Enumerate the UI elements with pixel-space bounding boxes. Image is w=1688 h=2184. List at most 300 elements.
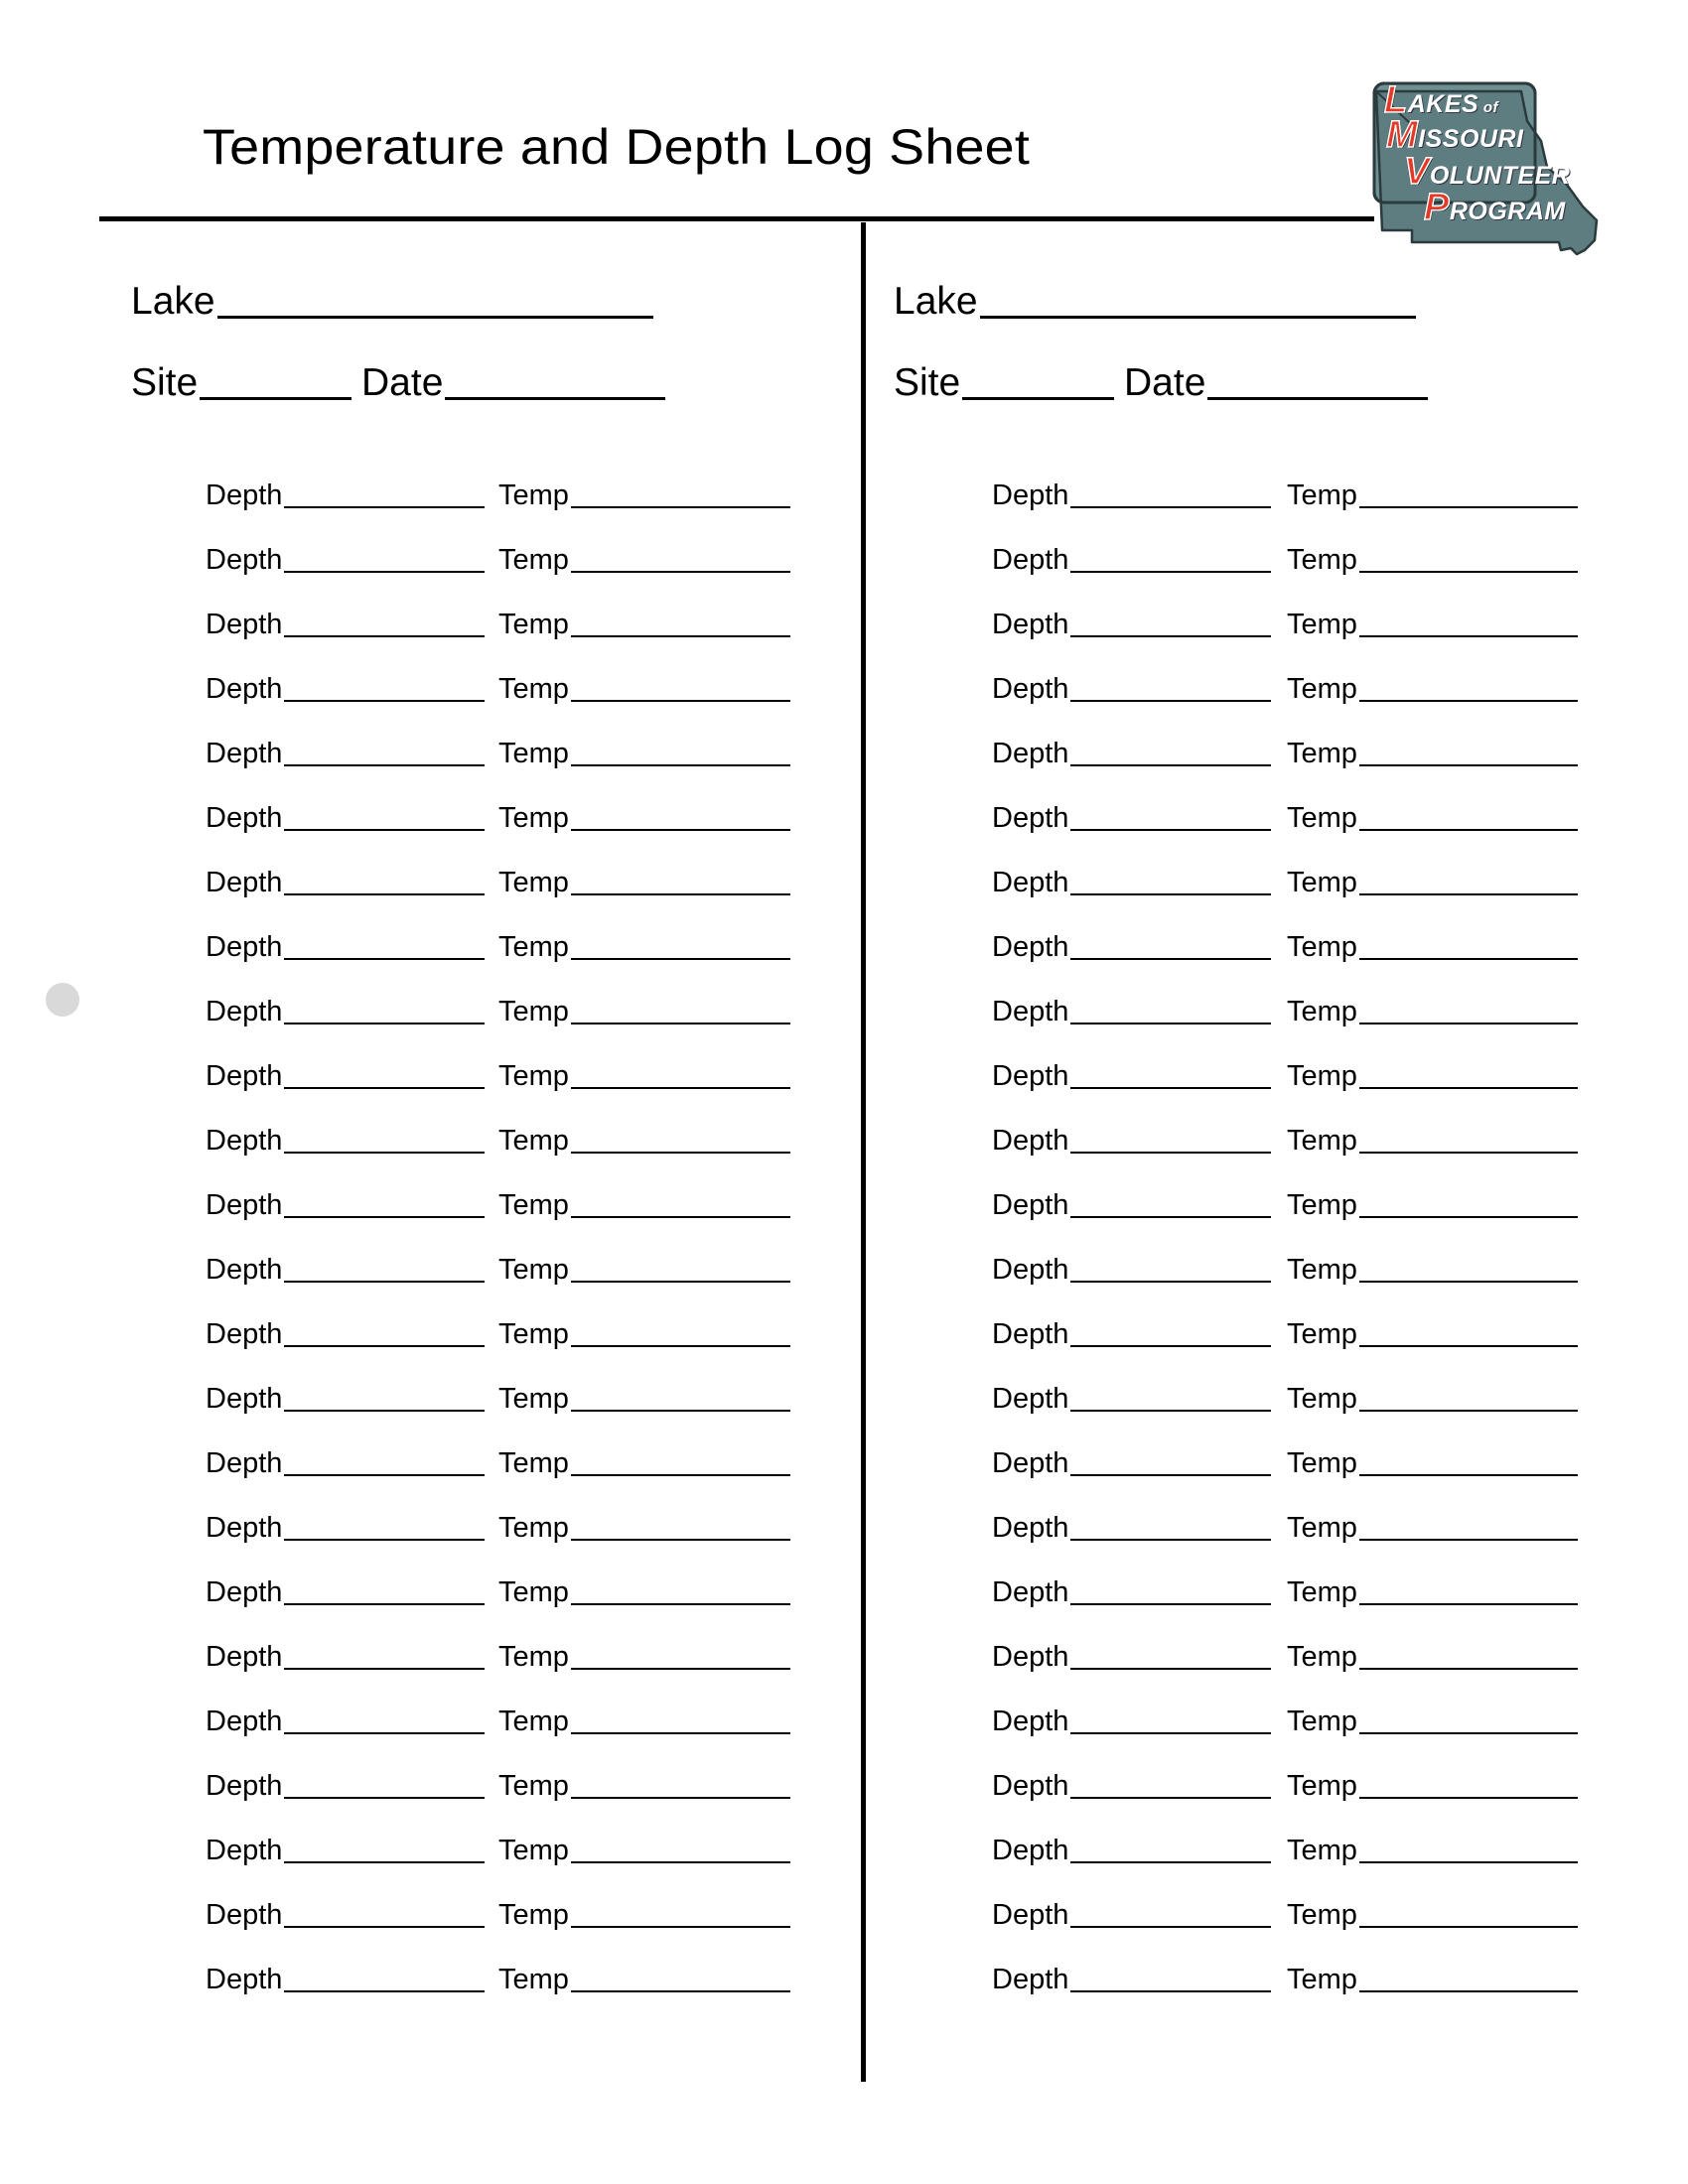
depth-field[interactable] (206, 866, 485, 899)
depth-input-line[interactable] (284, 958, 485, 960)
temp-field[interactable] (498, 1188, 790, 1222)
temp-field[interactable] (1287, 543, 1578, 577)
temp-input-line[interactable] (571, 1216, 790, 1218)
depth-label: Depth (992, 1770, 1069, 1802)
depth-label: Depth (992, 996, 1069, 1027)
temp-input-line[interactable] (571, 1603, 790, 1605)
temp-field[interactable] (498, 1446, 790, 1480)
temp-input-line[interactable] (1359, 1861, 1578, 1863)
depth-field[interactable] (992, 543, 1271, 577)
temp-input-line[interactable] (571, 1861, 790, 1863)
depth-input-line[interactable] (1070, 958, 1271, 960)
depth-field[interactable] (206, 608, 485, 641)
depth-input-line[interactable] (1070, 1087, 1271, 1089)
temp-field[interactable] (498, 930, 790, 964)
temp-label: Temp (498, 673, 569, 705)
temp-field[interactable] (498, 1769, 790, 1803)
depth-label: Depth (206, 802, 283, 834)
temp-label: Temp (498, 1835, 569, 1866)
depth-field[interactable] (206, 672, 485, 706)
temp-field[interactable] (498, 672, 790, 706)
depth-field[interactable] (992, 1253, 1271, 1287)
temp-field[interactable] (1287, 1963, 1578, 1996)
temp-field[interactable] (498, 1898, 790, 1932)
depth-input-line[interactable] (1070, 1797, 1271, 1799)
depth-field[interactable] (206, 1898, 485, 1932)
depth-label: Depth (992, 1318, 1069, 1350)
depth-input-line[interactable] (1070, 1539, 1271, 1541)
temp-label: Temp (498, 1641, 569, 1673)
lake-label: Lake (131, 280, 215, 323)
lake-input-line[interactable] (980, 316, 1416, 319)
temp-field[interactable] (498, 1253, 790, 1287)
depth-label: Depth (206, 1318, 283, 1350)
depth-input-line[interactable] (284, 1603, 485, 1605)
depth-label: Depth (992, 1447, 1069, 1479)
temp-label: Temp (498, 1189, 569, 1221)
temp-field[interactable] (1287, 737, 1578, 770)
temp-input-line[interactable] (1359, 1023, 1578, 1024)
temp-field[interactable] (498, 1640, 790, 1674)
depth-label: Depth (206, 1447, 283, 1479)
depth-field[interactable] (206, 1640, 485, 1674)
temp-field[interactable] (498, 1511, 790, 1545)
temp-field[interactable] (1287, 1059, 1578, 1093)
depth-field[interactable] (206, 737, 485, 770)
temp-field[interactable] (1287, 801, 1578, 835)
depth-field[interactable] (206, 1769, 485, 1803)
temp-label: Temp (1287, 1125, 1357, 1157)
depth-field[interactable] (206, 478, 485, 512)
depth-field[interactable] (992, 1640, 1271, 1674)
depth-field[interactable] (992, 672, 1271, 706)
depth-label: Depth (206, 1512, 283, 1544)
temp-label: Temp (1287, 1641, 1357, 1673)
temp-input-line[interactable] (1359, 1087, 1578, 1089)
temp-field[interactable] (498, 608, 790, 641)
temp-input-line[interactable] (1359, 1539, 1578, 1541)
depth-field[interactable] (992, 866, 1271, 899)
temp-input-line[interactable] (571, 1023, 790, 1024)
depth-input-line[interactable] (1070, 1603, 1271, 1605)
temp-label: Temp (1287, 1447, 1357, 1479)
depth-input-line[interactable] (1070, 1926, 1271, 1928)
depth-field[interactable] (992, 930, 1271, 964)
depth-field[interactable] (992, 1446, 1271, 1480)
temp-field[interactable] (1287, 1898, 1578, 1932)
temp-input-line[interactable] (571, 700, 790, 702)
temp-input-line[interactable] (571, 893, 790, 895)
depth-field[interactable] (206, 1382, 485, 1416)
depth-input-line[interactable] (1070, 635, 1271, 637)
temp-label: Temp (1287, 1318, 1357, 1350)
temp-input-line[interactable] (1359, 1410, 1578, 1412)
temp-field[interactable] (1287, 1834, 1578, 1867)
depth-input-line[interactable] (284, 1861, 485, 1863)
temp-label: Temp (1287, 1060, 1357, 1092)
temp-label: Temp (1287, 1964, 1357, 1995)
temp-field[interactable] (1287, 930, 1578, 964)
temp-field[interactable] (1287, 1317, 1578, 1351)
depth-label: Depth (206, 1899, 283, 1931)
temp-input-line[interactable] (571, 1732, 790, 1734)
temp-input-line[interactable] (1359, 1797, 1578, 1799)
depth-label: Depth (206, 1641, 283, 1673)
temp-input-line[interactable] (1359, 1990, 1578, 1992)
temp-input-line[interactable] (1359, 1474, 1578, 1476)
temp-field[interactable] (498, 1317, 790, 1351)
temp-field[interactable] (498, 866, 790, 899)
depth-field[interactable] (992, 608, 1271, 641)
depth-input-line[interactable] (284, 1797, 485, 1799)
depth-input-line[interactable] (1070, 829, 1271, 831)
temp-input-line[interactable] (571, 1345, 790, 1347)
depth-input-line[interactable] (284, 829, 485, 831)
depth-field[interactable] (992, 1059, 1271, 1093)
temp-label: Temp (498, 1770, 569, 1802)
depth-label: Depth (992, 802, 1069, 834)
depth-input-line[interactable] (284, 893, 485, 895)
depth-input-line[interactable] (284, 1539, 485, 1541)
temp-input-line[interactable] (1359, 1926, 1578, 1928)
temp-input-line[interactable] (1359, 1603, 1578, 1605)
depth-field[interactable] (992, 995, 1271, 1028)
depth-input-line[interactable] (1070, 1990, 1271, 1992)
temp-input-line[interactable] (571, 829, 790, 831)
temp-label: Temp (498, 544, 569, 576)
temp-field[interactable] (498, 995, 790, 1028)
temp-input-line[interactable] (571, 1410, 790, 1412)
depth-label: Depth (992, 1512, 1069, 1544)
temp-input-line[interactable] (1359, 1281, 1578, 1283)
depth-label: Depth (206, 609, 283, 640)
site-input-line[interactable] (962, 397, 1114, 400)
depth-field[interactable] (206, 1705, 485, 1738)
depth-input-line[interactable] (284, 1668, 485, 1670)
depth-input-line[interactable] (1070, 1732, 1271, 1734)
header-rule (99, 216, 1374, 221)
depth-field[interactable] (206, 995, 485, 1028)
temp-input-line[interactable] (1359, 700, 1578, 702)
temp-label: Temp (498, 1125, 569, 1157)
site-label: Site (894, 361, 961, 404)
temp-label: Temp (498, 1899, 569, 1931)
temp-field[interactable] (1287, 1446, 1578, 1480)
temp-field[interactable] (1287, 866, 1578, 899)
temp-input-line[interactable] (1359, 1732, 1578, 1734)
depth-input-line[interactable] (284, 1410, 485, 1412)
temp-label: Temp (498, 1706, 569, 1737)
logo-line-3: VOLUNTEER (1404, 151, 1571, 193)
temp-field[interactable] (1287, 672, 1578, 706)
depth-input-line[interactable] (1070, 1281, 1271, 1283)
temp-input-line[interactable] (571, 1797, 790, 1799)
depth-label: Depth (992, 1964, 1069, 1995)
temp-label: Temp (1287, 802, 1357, 834)
temp-input-line[interactable] (571, 1152, 790, 1154)
depth-label: Depth (206, 1706, 283, 1737)
depth-label: Depth (992, 609, 1069, 640)
left-site-field[interactable] (131, 361, 352, 405)
depth-input-line[interactable] (1070, 764, 1271, 766)
depth-input-line[interactable] (284, 1732, 485, 1734)
right-date-field[interactable] (1124, 361, 1428, 405)
temp-field[interactable] (498, 1705, 790, 1738)
temp-input-line[interactable] (571, 1668, 790, 1670)
depth-field[interactable] (206, 1963, 485, 1996)
depth-field[interactable] (992, 1834, 1271, 1867)
temp-input-line[interactable] (571, 764, 790, 766)
temp-input-line[interactable] (1359, 764, 1578, 766)
depth-input-line[interactable] (284, 1023, 485, 1024)
depth-label: Depth (206, 931, 283, 963)
temp-field[interactable] (1287, 1769, 1578, 1803)
depth-input-line[interactable] (1070, 893, 1271, 895)
temp-label: Temp (498, 1512, 569, 1544)
depth-label: Depth (992, 1060, 1069, 1092)
temp-field[interactable] (498, 737, 790, 770)
depth-field[interactable] (206, 801, 485, 835)
depth-input-line[interactable] (1070, 1152, 1271, 1154)
temp-field[interactable] (1287, 1575, 1578, 1609)
temp-input-line[interactable] (571, 1281, 790, 1283)
temp-label: Temp (1287, 609, 1357, 640)
depth-field[interactable] (206, 543, 485, 577)
depth-input-line[interactable] (284, 700, 485, 702)
depth-input-line[interactable] (1070, 1668, 1271, 1670)
depth-field[interactable] (992, 1963, 1271, 1996)
depth-label: Depth (992, 867, 1069, 898)
left-lake-field[interactable] (131, 280, 653, 324)
depth-input-line[interactable] (1070, 1861, 1271, 1863)
temp-field[interactable] (1287, 1640, 1578, 1674)
depth-label: Depth (992, 1835, 1069, 1866)
temp-input-line[interactable] (1359, 1152, 1578, 1154)
right-site-field[interactable] (894, 361, 1114, 405)
temp-label: Temp (498, 479, 569, 511)
depth-field[interactable] (206, 1317, 485, 1351)
temp-label: Temp (498, 1964, 569, 1995)
temp-field[interactable] (1287, 1253, 1578, 1287)
depth-field[interactable] (206, 1124, 485, 1158)
temp-field[interactable] (1287, 1124, 1578, 1158)
temp-field[interactable] (498, 1382, 790, 1416)
temp-field[interactable] (498, 801, 790, 835)
temp-label: Temp (498, 931, 569, 963)
temp-label: Temp (1287, 1254, 1357, 1286)
depth-label: Depth (992, 1706, 1069, 1737)
temp-label: Temp (1287, 1706, 1357, 1737)
depth-field[interactable] (992, 1898, 1271, 1932)
temp-label: Temp (1287, 1835, 1357, 1866)
logo-line-1: LAKES of (1384, 79, 1499, 121)
depth-input-line[interactable] (284, 764, 485, 766)
depth-label: Depth (206, 1060, 283, 1092)
depth-field[interactable] (992, 1188, 1271, 1222)
temp-field[interactable] (1287, 1511, 1578, 1545)
temp-label: Temp (498, 802, 569, 834)
depth-input-line[interactable] (284, 1087, 485, 1089)
depth-field[interactable] (206, 1446, 485, 1480)
depth-input-line[interactable] (284, 1474, 485, 1476)
depth-input-line[interactable] (284, 635, 485, 637)
date-label: Date (361, 361, 444, 404)
depth-label: Depth (992, 1125, 1069, 1157)
temp-label: Temp (498, 1318, 569, 1350)
depth-field[interactable] (992, 1575, 1271, 1609)
temp-label: Temp (1287, 996, 1357, 1027)
depth-label: Depth (206, 1254, 283, 1286)
depth-field[interactable] (992, 478, 1271, 512)
temp-input-line[interactable] (571, 1087, 790, 1089)
depth-field[interactable] (206, 1511, 485, 1545)
lake-input-line[interactable] (217, 316, 653, 319)
temp-input-line[interactable] (1359, 1216, 1578, 1218)
temp-input-line[interactable] (1359, 571, 1578, 573)
temp-label: Temp (1287, 867, 1357, 898)
depth-label: Depth (992, 1576, 1069, 1608)
site-label: Site (131, 361, 199, 404)
temp-field[interactable] (498, 1124, 790, 1158)
depth-label: Depth (206, 867, 283, 898)
temp-field[interactable] (1287, 1188, 1578, 1222)
depth-input-line[interactable] (284, 1990, 485, 1992)
date-label: Date (1124, 361, 1206, 404)
temp-label: Temp (498, 1254, 569, 1286)
temp-label: Temp (1287, 479, 1357, 511)
left-date-field[interactable] (361, 361, 665, 405)
depth-field[interactable] (992, 1124, 1271, 1158)
depth-input-line[interactable] (284, 1152, 485, 1154)
depth-input-line[interactable] (1070, 506, 1271, 508)
logo-line-2: MISSOURI (1386, 114, 1524, 156)
depth-label: Depth (206, 1576, 283, 1608)
temp-input-line[interactable] (571, 635, 790, 637)
date-input-line[interactable] (445, 397, 665, 400)
temp-input-line[interactable] (571, 1474, 790, 1476)
temp-input-line[interactable] (571, 1926, 790, 1928)
temp-field[interactable] (1287, 608, 1578, 641)
depth-label: Depth (206, 1770, 283, 1802)
depth-input-line[interactable] (284, 1281, 485, 1283)
temp-input-line[interactable] (571, 1990, 790, 1992)
depth-label: Depth (206, 1189, 283, 1221)
depth-field[interactable] (992, 1317, 1271, 1351)
depth-field[interactable] (206, 1253, 485, 1287)
depth-label: Depth (206, 673, 283, 705)
temp-input-line[interactable] (1359, 829, 1578, 831)
logo-line-4: PROGRAM (1424, 187, 1566, 228)
depth-input-line[interactable] (284, 506, 485, 508)
depth-label: Depth (992, 1383, 1069, 1415)
depth-label: Depth (992, 1189, 1069, 1221)
depth-field[interactable] (992, 1511, 1271, 1545)
temp-label: Temp (498, 609, 569, 640)
temp-input-line[interactable] (1359, 1345, 1578, 1347)
temp-label: Temp (498, 1060, 569, 1092)
depth-field[interactable] (992, 1382, 1271, 1416)
temp-field[interactable] (1287, 478, 1578, 512)
depth-label: Depth (992, 931, 1069, 963)
temp-input-line[interactable] (571, 571, 790, 573)
page-title: Temperature and Depth Log Sheet (203, 119, 1030, 175)
temp-label: Temp (498, 1576, 569, 1608)
temp-field[interactable] (1287, 995, 1578, 1028)
depth-field[interactable] (206, 1575, 485, 1609)
depth-label: Depth (992, 479, 1069, 511)
depth-input-line[interactable] (284, 1345, 485, 1347)
temp-label: Temp (1287, 1189, 1357, 1221)
depth-field[interactable] (206, 1834, 485, 1867)
depth-input-line[interactable] (1070, 1023, 1271, 1024)
depth-input-line[interactable] (1070, 571, 1271, 573)
depth-input-line[interactable] (1070, 700, 1271, 702)
temp-field[interactable] (498, 478, 790, 512)
date-input-line[interactable] (1207, 397, 1428, 400)
site-input-line[interactable] (200, 397, 352, 400)
temp-field[interactable] (498, 1575, 790, 1609)
temp-field[interactable] (498, 1834, 790, 1867)
temp-label: Temp (498, 867, 569, 898)
depth-input-line[interactable] (284, 1926, 485, 1928)
temp-label: Temp (1287, 673, 1357, 705)
temp-field[interactable] (498, 1059, 790, 1093)
depth-field[interactable] (992, 801, 1271, 835)
temp-input-line[interactable] (571, 958, 790, 960)
depth-input-line[interactable] (284, 1216, 485, 1218)
depth-label: Depth (992, 544, 1069, 576)
temp-label: Temp (1287, 738, 1357, 769)
depth-input-line[interactable] (1070, 1345, 1271, 1347)
column-divider (861, 222, 866, 2082)
depth-input-line[interactable] (1070, 1410, 1271, 1412)
temp-input-line[interactable] (571, 506, 790, 508)
temp-input-line[interactable] (571, 1539, 790, 1541)
temp-input-line[interactable] (1359, 635, 1578, 637)
depth-label: Depth (992, 738, 1069, 769)
temp-label: Temp (498, 996, 569, 1027)
depth-label: Depth (206, 544, 283, 576)
depth-input-line[interactable] (284, 571, 485, 573)
temp-field[interactable] (1287, 1705, 1578, 1738)
temp-label: Temp (1287, 544, 1357, 576)
depth-field[interactable] (992, 737, 1271, 770)
temp-label: Temp (1287, 1899, 1357, 1931)
temp-input-line[interactable] (1359, 506, 1578, 508)
scroll-marker-dot (46, 983, 79, 1017)
depth-label: Depth (992, 1641, 1069, 1673)
lmvp-logo (1372, 81, 1599, 256)
depth-label: Depth (992, 1254, 1069, 1286)
temp-field[interactable] (498, 543, 790, 577)
depth-field[interactable] (992, 1769, 1271, 1803)
depth-field[interactable] (992, 1705, 1271, 1738)
right-lake-field[interactable] (894, 280, 1416, 324)
depth-input-line[interactable] (1070, 1474, 1271, 1476)
temp-input-line[interactable] (1359, 1668, 1578, 1670)
depth-label: Depth (992, 673, 1069, 705)
depth-label: Depth (992, 1899, 1069, 1931)
temp-input-line[interactable] (1359, 958, 1578, 960)
temp-field[interactable] (1287, 1382, 1578, 1416)
depth-field[interactable] (206, 930, 485, 964)
depth-label: Depth (206, 479, 283, 511)
depth-field[interactable] (206, 1059, 485, 1093)
temp-field[interactable] (498, 1963, 790, 1996)
depth-field[interactable] (206, 1188, 485, 1222)
depth-input-line[interactable] (1070, 1216, 1271, 1218)
temp-input-line[interactable] (1359, 893, 1578, 895)
